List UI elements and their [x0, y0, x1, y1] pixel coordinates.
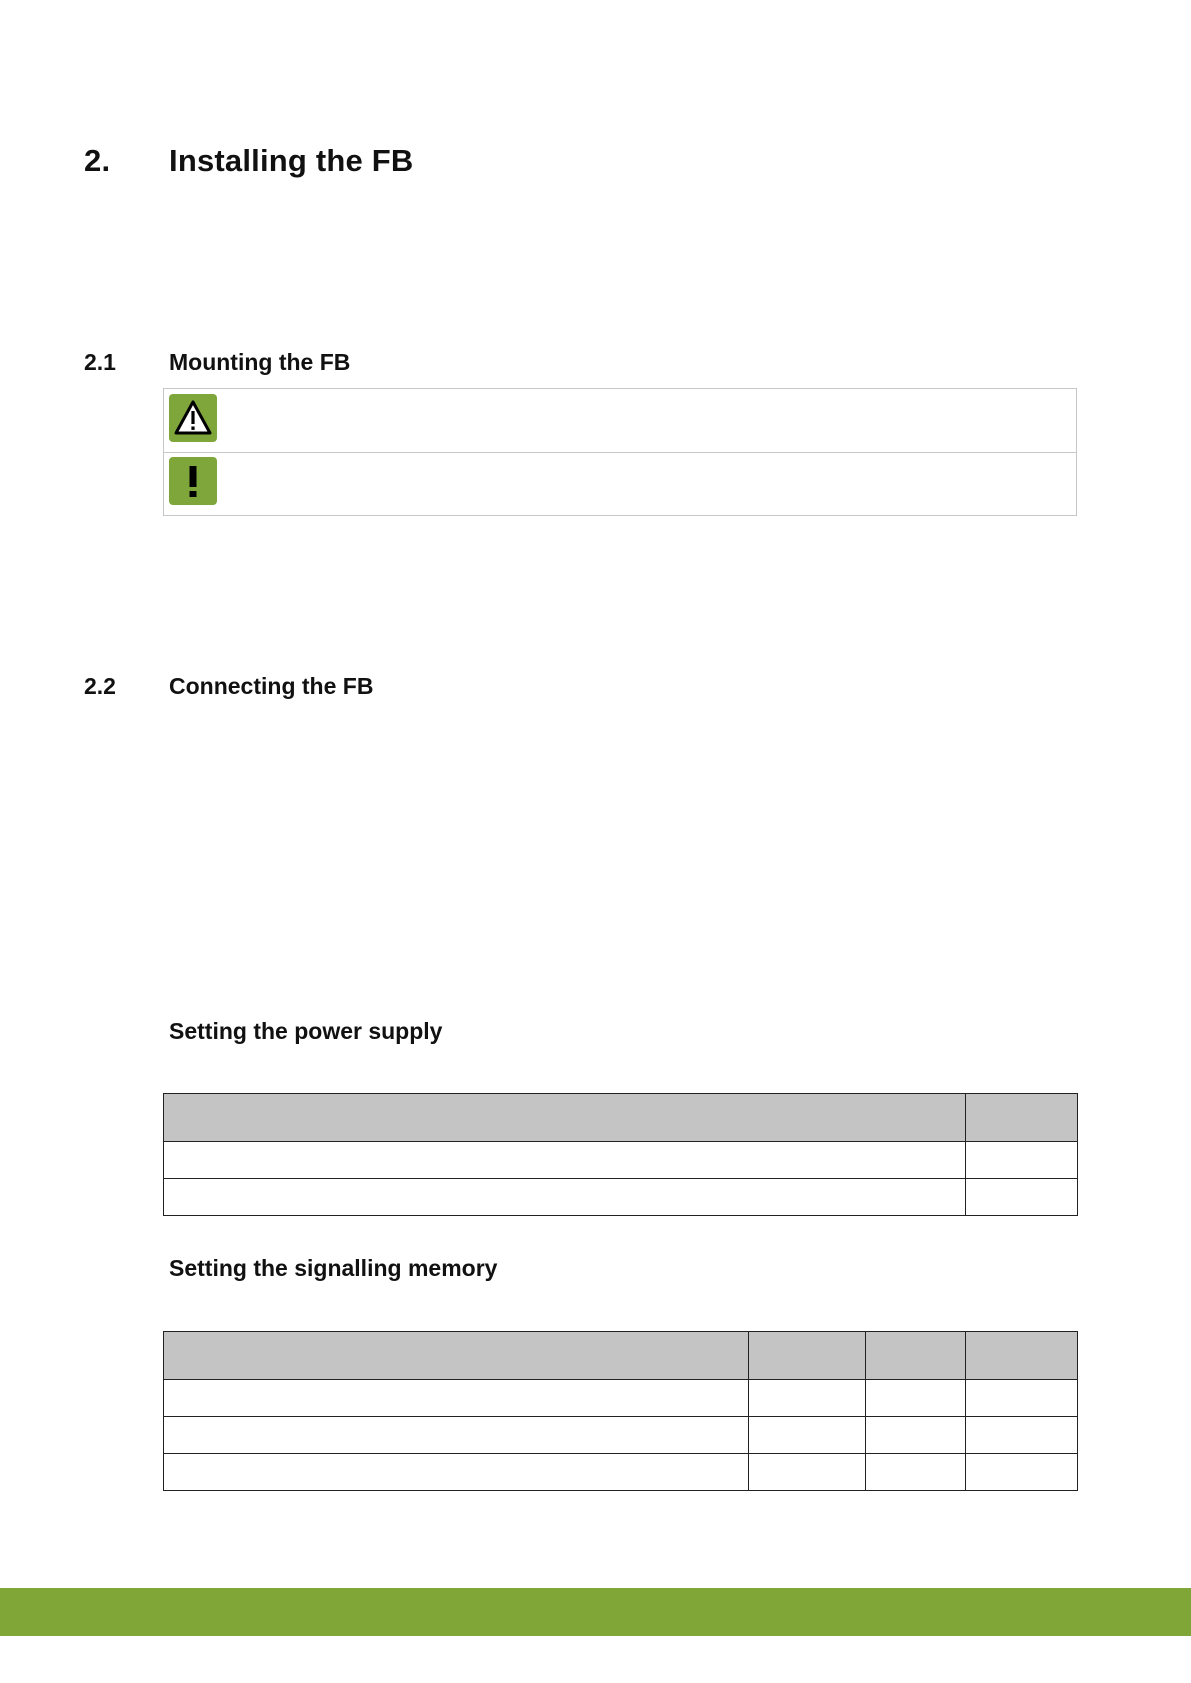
notice-row-warning [164, 389, 1076, 453]
table-cell [164, 1179, 966, 1216]
table-header-cell [966, 1332, 1078, 1380]
section-number-2-1: 2.1 [84, 349, 116, 375]
section-title-mounting: Mounting the FB [169, 349, 351, 375]
table-cell [966, 1142, 1078, 1179]
table-cell [866, 1380, 966, 1417]
section-title-connecting: Connecting the FB [169, 673, 374, 699]
signalling-memory-heading: Setting the signalling memory [169, 1255, 498, 1281]
power-supply-table [163, 1093, 1078, 1216]
chapter-number: 2. [84, 143, 111, 178]
table-cell [164, 1454, 749, 1491]
table-cell [164, 1380, 749, 1417]
signalling-memory-table [163, 1331, 1078, 1491]
table-cell [966, 1179, 1078, 1216]
table-row [164, 1454, 1078, 1491]
table-row [164, 1142, 1078, 1179]
table-header-row [164, 1332, 1078, 1380]
power-supply-heading: Setting the power supply [169, 1018, 443, 1044]
footer-accent-band [0, 1588, 1191, 1636]
table-header-cell [164, 1332, 749, 1380]
notice-row-caution [164, 452, 1076, 515]
chapter-title: Installing the FB [169, 143, 414, 178]
table-cell [966, 1380, 1078, 1417]
section-number-2-2: 2.2 [84, 673, 116, 699]
table-cell [866, 1417, 966, 1454]
table-header-row [164, 1094, 1078, 1142]
warning-triangle-icon [169, 394, 217, 442]
table-header-cell [966, 1094, 1078, 1142]
table-row [164, 1417, 1078, 1454]
table-header-cell [749, 1332, 866, 1380]
table-row [164, 1380, 1078, 1417]
exclamation-icon [169, 457, 217, 505]
table-cell [966, 1417, 1078, 1454]
table-cell [749, 1380, 866, 1417]
table-header-cell [164, 1094, 966, 1142]
table-cell [866, 1454, 966, 1491]
table-cell [749, 1417, 866, 1454]
safety-notice-box [163, 388, 1077, 516]
table-cell [164, 1417, 749, 1454]
table-header-cell [866, 1332, 966, 1380]
table-cell [164, 1142, 966, 1179]
table-row [164, 1179, 1078, 1216]
table-cell [966, 1454, 1078, 1491]
table-cell [749, 1454, 866, 1491]
